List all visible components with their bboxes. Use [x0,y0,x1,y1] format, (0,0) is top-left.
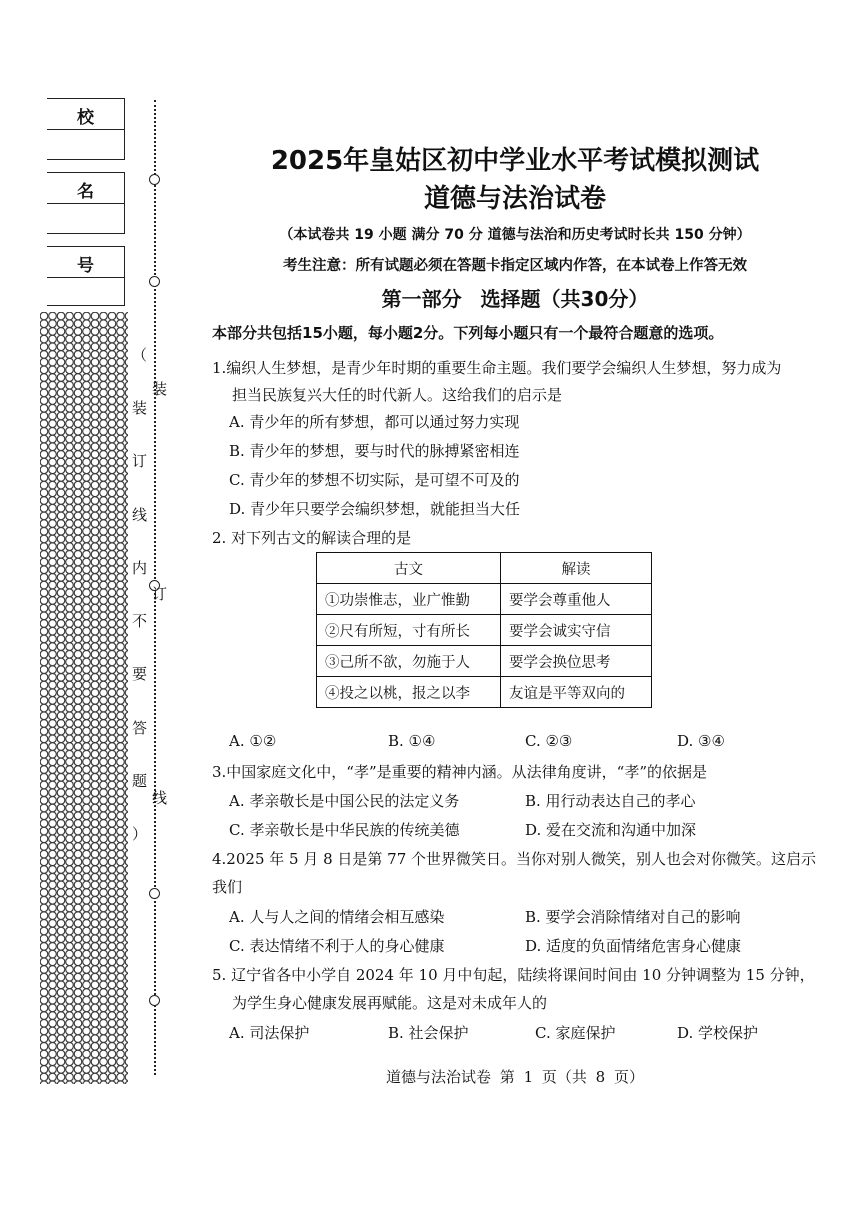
number-field-label: 号 [77,256,94,276]
table-cell: 友谊是平等双向的 [501,677,652,708]
q3-option-b: B. 用行动表达自己的孝心 [525,792,696,810]
table-cell: ③己所不欲，勿施于人 [317,646,501,677]
binding-hole-icon [149,888,160,899]
instruction-char: ） [132,824,148,843]
exam-subtitle: 道德与法治试卷 [423,184,606,214]
instruction-char: 题 [132,771,148,790]
table-row [317,646,652,677]
school-field-label: 校 [77,108,94,128]
divider [47,203,124,204]
q5-option-b: B. 社会保护 [388,1024,469,1042]
table-row [317,584,652,615]
q2-option-b: B. ①④ [388,732,436,750]
table-header: 解读 [501,553,652,584]
name-field-label: 名 [77,182,94,202]
q1-option-b: B. 青少年的梦想，要与时代的脉搏紧密相连 [229,442,520,460]
table-cell: ④投之以桃，报之以李 [317,677,501,708]
q4-stem-line2: 我们 [212,878,243,896]
binding-hole-icon [149,995,160,1006]
q4-option-d: D. 适度的负面情绪危害身心健康 [525,937,742,955]
name-field-box [47,172,125,234]
q1-option-c: C. 青少年的梦想不切实际，是可望不可及的 [229,471,520,489]
binding-line-char: 订 [152,584,168,603]
q4-stem-line1: 4.2025 年 5 月 8 日是第 77 个世界微笑日。当你对别人微笑，别人也会对你微笑。这启示 [212,850,817,868]
q3-option-a: A. 孝亲敬长是中国公民的法定义务 [229,792,460,810]
q5-option-a: A. 司法保护 [229,1024,310,1042]
instruction-char: 线 [132,505,148,524]
binding-hole-icon [149,276,160,287]
q1-stem-line2: 担当民族复兴大任的时代新人。这给我们的启示是 [232,386,563,404]
q5-option-c: C. 家庭保护 [535,1024,616,1042]
q5-stem-line2: 为学生身心健康发展再赋能。这是对未成年人的 [232,994,548,1012]
divider [47,277,124,278]
table-row [317,615,652,646]
table-cell: ①功崇惟志，业广惟勤 [317,584,501,615]
q2-option-d: D. ③④ [677,732,725,750]
table-cell: ②尺有所短，寸有所长 [317,615,501,646]
q2-option-c: C. ②③ [525,732,573,750]
table-cell: 要学会换位思考 [501,646,652,677]
exam-title: 2025年皇姑区初中学业水平考试模拟测试 [270,146,760,176]
binding-instruction [132,344,147,844]
table-cell: 要学会尊重他人 [501,584,652,615]
instruction-char: 装 [132,399,148,418]
q1-option-d: D. 青少年只要学会编织梦想，就能担当大任 [229,500,521,518]
school-field-box [47,98,125,160]
instruction-char: 订 [132,452,148,471]
instruction-char: （ [132,346,148,364]
q3-option-c: C. 孝亲敬长是中华民族的传统美德 [229,821,460,839]
exam-notice: 考生注意：所有试题必须在答题卡指定区域内作答，在本试卷上作答无效 [283,258,747,274]
exam-info: （本试卷共 19 小题 满分 70 分 道德与法治和历史考试时长共 150 分钟） [279,227,751,243]
q2-option-a: A. ①② [229,732,277,750]
q4-option-c: C. 表达情绪不利于人的身心健康 [229,937,445,955]
binding-line-char: 线 [152,789,168,807]
q4-option-a: A. 人与人之间的情绪会相互感染 [229,908,445,926]
q1-option-a: A. 青少年的所有梦想，都可以通过努力实现 [229,413,520,431]
divider [47,129,124,130]
q5-stem-line1: 5. 辽宁省各中小学自 2024 年 10 月中旬起，陆续将课间时间由 10 分钟调整为 15 分钟， [212,966,815,984]
q4-option-b: B. 要学会消除情绪对自己的影响 [525,908,741,926]
table-header-row [317,553,652,584]
bubble-grid [40,312,128,1084]
section-intro: 本部分共包括15小题，每小题2分。下列每小题只有一个最符合题意的选项。 [212,324,724,342]
q3-stem: 3.中国家庭文化中，“孝”是重要的精神内涵。从法律角度讲，“孝”的依据是 [212,763,707,781]
instruction-char: 要 [132,665,148,684]
table-header: 古文 [317,553,501,584]
table-row [317,677,652,708]
instruction-char: 答 [132,718,148,737]
q1-stem-line1: 1.编织人生梦想，是青少年时期的重要生命主题。我们要学会编织人生梦想，努力成为 [212,359,782,377]
q5-option-d: D. 学校保护 [677,1024,759,1042]
instruction-char: 内 [132,558,148,577]
section-title: 第一部分 选择题（共30分） [381,287,649,311]
binding-hole-icon [149,174,160,185]
classics-table [316,552,652,708]
binding-line-char: 装 [152,380,168,398]
q3-option-d: D. 爱在交流和沟通中加深 [525,821,697,839]
q2-stem: 2. 对下列古文的解读合理的是 [212,529,412,547]
number-field-box [47,246,125,306]
page-footer: 道德与法治试卷 第 1 页（共 8 页） [386,1068,644,1086]
instruction-char: 不 [132,612,148,631]
binding-line-label [152,378,167,808]
table-cell: 要学会诚实守信 [501,615,652,646]
